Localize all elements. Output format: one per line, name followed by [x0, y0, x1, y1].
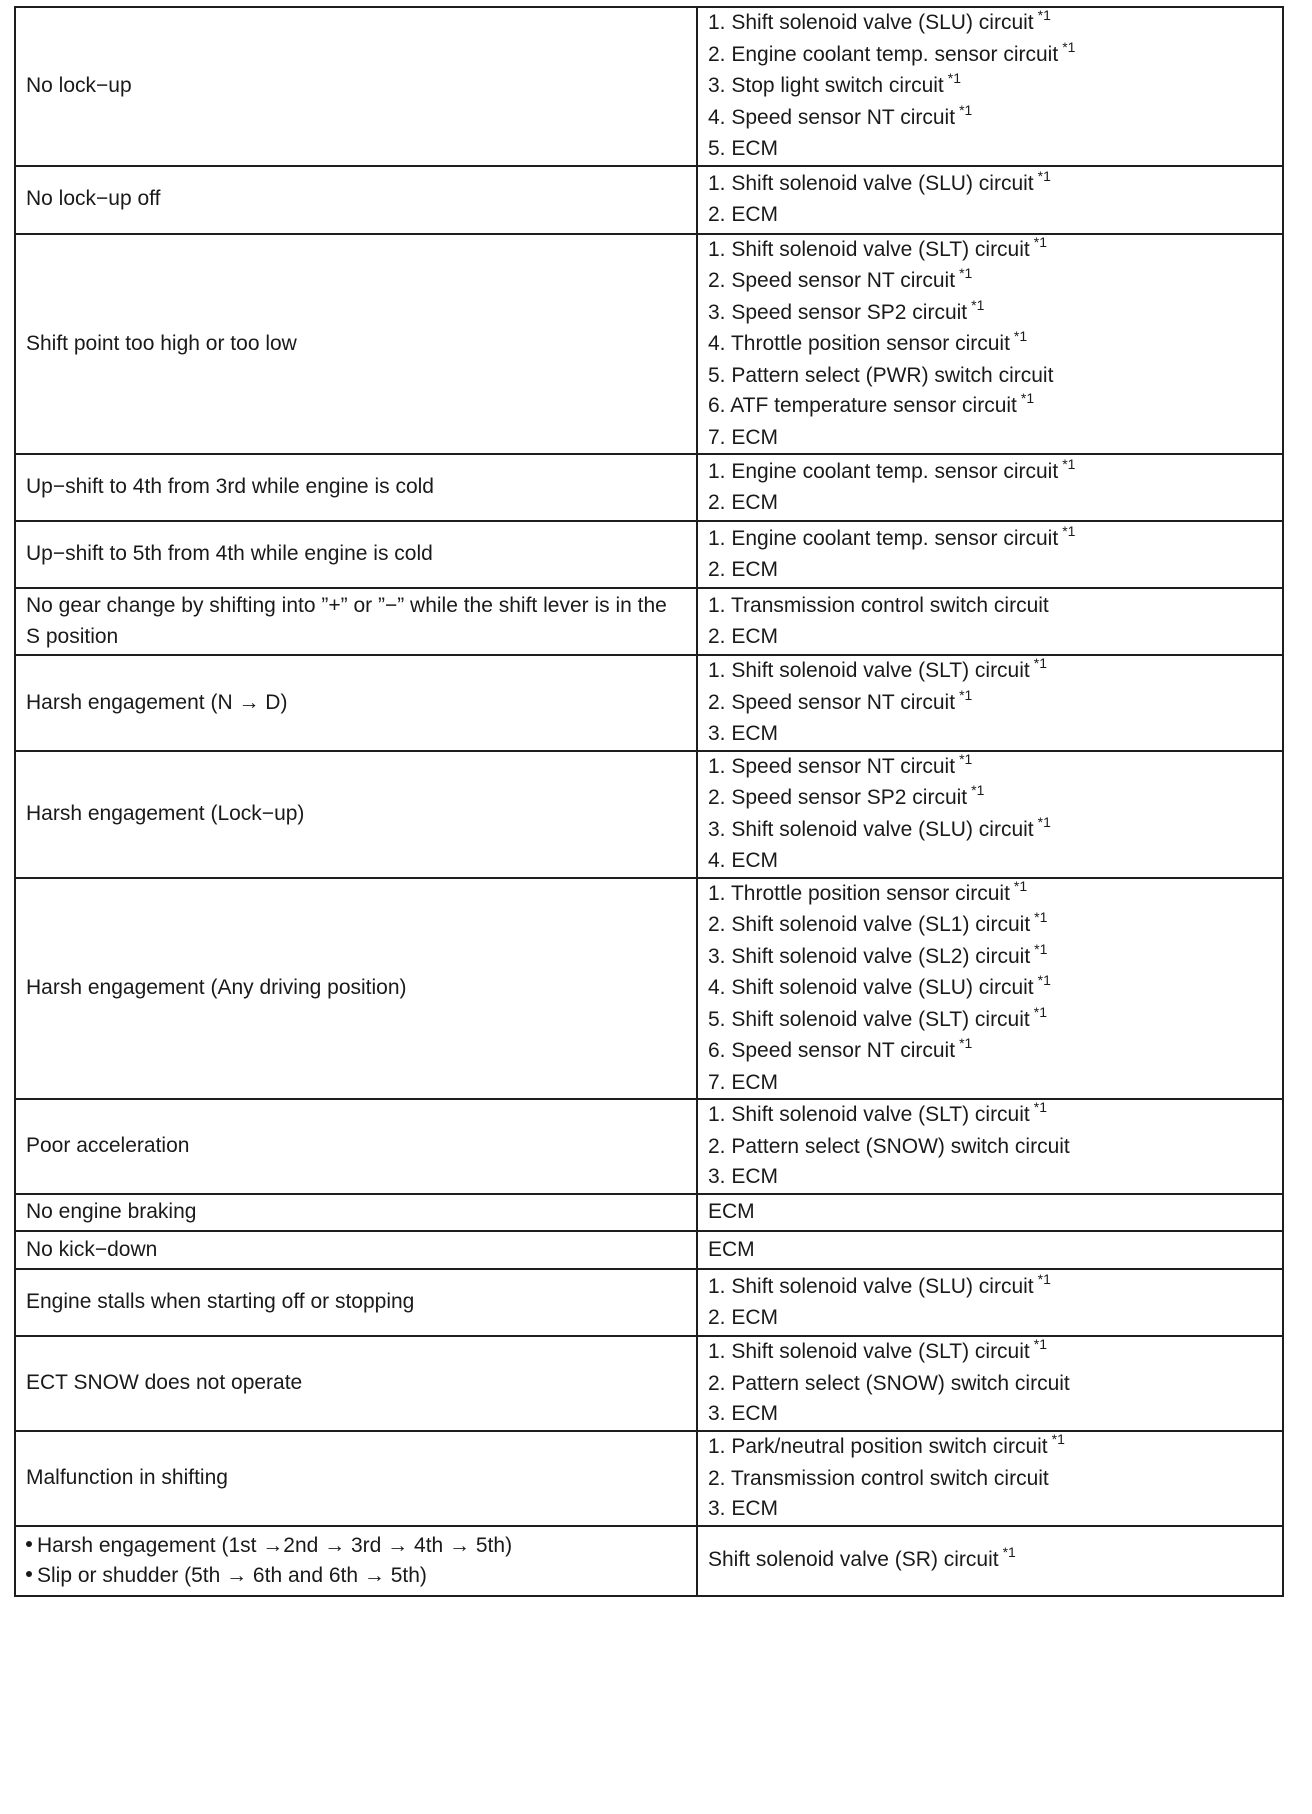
- table-row: [15, 588, 1283, 655]
- part-text: 2. ECM: [708, 558, 779, 581]
- part-line: [708, 1494, 1272, 1525]
- symptom-text: ECT SNOW does not operate: [26, 1371, 303, 1395]
- footnote-marker: *1: [1062, 522, 1076, 539]
- part-text: 4. Speed sensor NT circuit: [708, 105, 956, 129]
- symptom-cell: [15, 234, 697, 455]
- part-text: 3. Shift solenoid valve (SL2) circuit: [708, 944, 1031, 968]
- bullet-item: [26, 1561, 686, 1592]
- suspected-area-cell: [697, 878, 1283, 1100]
- suspected-area-cell: [697, 454, 1283, 521]
- footnote-marker: *1: [947, 70, 961, 86]
- footnote-marker: *1: [1037, 813, 1051, 830]
- part-text: 3. ECM: [708, 1497, 779, 1521]
- footnote-marker: *1: [1051, 1431, 1065, 1448]
- part-line: [708, 1036, 1272, 1068]
- footnote-marker: *1: [959, 265, 973, 281]
- suspected-area-cell: [697, 751, 1283, 878]
- part-text: 1. Shift solenoid valve (SLT) circuit: [708, 659, 1030, 682]
- symptom-cell: [15, 1231, 697, 1269]
- part-line: [708, 1068, 1272, 1099]
- footnote-marker: *1: [1033, 1336, 1047, 1353]
- table-row: [15, 655, 1283, 751]
- part-line: [708, 1162, 1272, 1193]
- part-line: [708, 555, 1272, 586]
- part-line: [708, 1235, 1272, 1266]
- part-line: [708, 266, 1272, 298]
- symptom-cell: [15, 878, 697, 1100]
- part-text: 2. ECM: [708, 203, 779, 226]
- symptom-text: Slip or shudder (5th → 6th and 6th → 5th): [37, 1564, 427, 1587]
- part-text: 1. Transmission control switch circuit: [708, 594, 1049, 617]
- part-text: 5. ECM: [708, 137, 779, 160]
- part-line: [708, 1100, 1272, 1132]
- table-row: [15, 454, 1283, 521]
- suspected-area-cell: [697, 1231, 1283, 1269]
- symptom-cell: [15, 655, 697, 751]
- part-text: Shift solenoid valve (SR) circuit: [708, 1548, 999, 1572]
- table-body: [15, 7, 1283, 1596]
- part-line: [708, 688, 1272, 720]
- part-line: [708, 71, 1272, 103]
- symptom-text: Malfunction in shifting: [26, 1466, 228, 1490]
- symptom-text: No engine braking: [26, 1200, 197, 1224]
- part-text: 2. Shift solenoid valve (SL1) circuit: [708, 913, 1031, 936]
- symptom-text: No lock−up: [26, 74, 132, 97]
- part-line: [708, 973, 1272, 1005]
- symptom-cell: [15, 1269, 697, 1336]
- suspected-area-cell: [697, 1099, 1283, 1194]
- part-line: [708, 329, 1272, 361]
- part-line: [708, 942, 1272, 974]
- part-line: [708, 169, 1272, 201]
- table-row: [15, 1194, 1283, 1231]
- part-line: [708, 1464, 1272, 1495]
- part-line: [708, 1337, 1272, 1369]
- footnote-marker: *1: [1013, 877, 1028, 894]
- footnote-marker: *1: [1037, 167, 1051, 184]
- symptom-text: Harsh engagement (Any driving position): [26, 976, 407, 999]
- part-text: 5. Pattern select (PWR) switch circuit: [708, 363, 1054, 387]
- footnote-marker: *1: [959, 750, 973, 767]
- part-line: [708, 1005, 1272, 1037]
- part-line: [708, 298, 1272, 330]
- table-row: [15, 166, 1283, 234]
- table-row: [15, 521, 1283, 588]
- footnote-marker: *1: [1033, 233, 1047, 250]
- part-line: [708, 783, 1272, 815]
- part-text: 3. Stop light switch circuit: [708, 74, 944, 97]
- bullet-item: [26, 1531, 686, 1562]
- table-row: [15, 1336, 1283, 1431]
- symptom-cell: [15, 1526, 697, 1596]
- table-row: [15, 1526, 1283, 1596]
- table-row: [15, 1099, 1283, 1194]
- symptom-text: Harsh engagement (N → D): [26, 690, 288, 714]
- part-text: 1. Shift solenoid valve (SLT) circuit: [708, 1340, 1030, 1364]
- suspected-area-cell: [697, 1194, 1283, 1231]
- footnote-marker: *1: [1020, 390, 1035, 406]
- bullet-icon: [26, 1571, 32, 1577]
- table-row: [15, 751, 1283, 878]
- part-text: 1. Speed sensor NT circuit: [708, 754, 956, 778]
- symptom-text: Up−shift to 5th from 4th while engine is cold: [26, 542, 433, 566]
- symptom-text: Harsh engagement (1st →2nd → 3rd → 4th → 5th): [37, 1533, 513, 1557]
- suspected-area-cell: [697, 521, 1283, 588]
- part-text: 6. ATF temperature sensor circuit: [708, 394, 1017, 417]
- document-page: [14, 6, 1284, 1597]
- part-line: [708, 1303, 1272, 1334]
- part-text: ECM: [708, 1200, 755, 1224]
- part-line: [708, 457, 1272, 489]
- part-line: [708, 1545, 1272, 1577]
- part-text: 2. Pattern select (SNOW) switch circuit: [708, 1371, 1070, 1395]
- part-line: [708, 622, 1272, 653]
- part-text: 3. ECM: [708, 1165, 779, 1189]
- part-line: [708, 423, 1272, 454]
- suspected-area-cell: [697, 7, 1283, 166]
- suspected-area-cell: [697, 655, 1283, 751]
- part-line: [708, 361, 1272, 392]
- symptom-cell: [15, 1431, 697, 1526]
- part-line: [708, 910, 1272, 942]
- part-line: [708, 524, 1272, 556]
- part-text: 2. Speed sensor NT circuit: [708, 690, 956, 714]
- footnote-marker: *1: [1013, 328, 1028, 344]
- part-line: [708, 656, 1272, 688]
- part-line: [708, 134, 1272, 165]
- part-line: [708, 591, 1272, 622]
- symptom-text: Poor acceleration: [26, 1134, 190, 1158]
- symptom-text: No kick−down: [26, 1237, 158, 1261]
- table-row: [15, 234, 1283, 455]
- symptom-cell: [15, 454, 697, 521]
- suspected-area-cell: [697, 166, 1283, 234]
- part-text: 4. ECM: [708, 849, 779, 872]
- part-line: [708, 879, 1272, 911]
- footnote-marker: *1: [971, 782, 985, 798]
- part-text: 2. Engine coolant temp. sensor circuit: [708, 42, 1059, 66]
- part-line: [708, 1432, 1272, 1464]
- problem-symptoms-table: [14, 6, 1284, 1597]
- footnote-marker: *1: [1033, 1003, 1047, 1020]
- part-line: [708, 815, 1272, 847]
- symptom-text: Shift point too high or too low: [26, 331, 297, 355]
- table-row: [15, 1231, 1283, 1269]
- table-row: [15, 1269, 1283, 1336]
- part-text: 3. ECM: [708, 1402, 779, 1426]
- footnote-marker: *1: [1034, 940, 1048, 957]
- part-text: 1. Park/neutral position switch circuit: [708, 1435, 1048, 1459]
- part-text: 2. Speed sensor SP2 circuit: [708, 786, 968, 809]
- part-text: 1. Throttle position sensor circuit: [708, 881, 1010, 905]
- footnote-marker: *1: [1062, 455, 1076, 472]
- part-line: [708, 103, 1272, 135]
- part-text: 2. ECM: [708, 491, 779, 514]
- part-text: 1. Shift solenoid valve (SLU) circuit: [708, 171, 1034, 195]
- part-text: 4. Throttle position sensor circuit: [708, 332, 1010, 355]
- table-row: [15, 7, 1283, 166]
- part-text: 7. ECM: [708, 1070, 779, 1094]
- part-line: [708, 846, 1272, 877]
- part-line: [708, 719, 1272, 750]
- part-text: 2. Speed sensor NT circuit: [708, 269, 956, 292]
- symptom-cell: [15, 588, 697, 655]
- suspected-area-cell: [697, 1269, 1283, 1336]
- part-text: 1. Engine coolant temp. sensor circuit: [708, 526, 1059, 550]
- part-text: 4. Shift solenoid valve (SLU) circuit: [708, 976, 1034, 999]
- part-line: [708, 1369, 1272, 1400]
- part-text: 7. ECM: [708, 425, 779, 449]
- part-text: 3. Speed sensor SP2 circuit: [708, 300, 968, 324]
- footnote-marker: *1: [1002, 1544, 1016, 1561]
- part-line: [708, 8, 1272, 40]
- footnote-marker: *1: [1033, 655, 1047, 671]
- part-text: 2. Pattern select (SNOW) switch circuit: [708, 1134, 1070, 1158]
- table-row: [15, 878, 1283, 1100]
- symptom-text: Harsh engagement (Lock−up): [26, 801, 305, 825]
- part-text: 2. ECM: [708, 1306, 779, 1329]
- symptom-cell: [15, 521, 697, 588]
- part-text: ECM: [708, 1237, 755, 1261]
- part-line: [708, 235, 1272, 267]
- symptom-text: Engine stalls when starting off or stopping: [26, 1290, 415, 1314]
- suspected-area-cell: [697, 1336, 1283, 1431]
- symptom-text: No lock−up off: [26, 187, 161, 211]
- footnote-marker: *1: [959, 686, 973, 703]
- footnote-marker: *1: [1037, 972, 1051, 988]
- part-line: [708, 488, 1272, 519]
- symptom-cell: [15, 166, 697, 234]
- part-line: [708, 1272, 1272, 1304]
- part-line: [708, 200, 1272, 231]
- footnote-marker: *1: [1062, 38, 1076, 55]
- part-line: [708, 1399, 1272, 1430]
- part-text: 1. Shift solenoid valve (SLU) circuit: [708, 1274, 1034, 1298]
- footnote-marker: *1: [1033, 1099, 1047, 1116]
- part-text: 1. Engine coolant temp. sensor circuit: [708, 459, 1059, 483]
- symptom-text: No gear change by shifting into ”+” or ”−” while the shift lever is in the S position: [26, 594, 667, 648]
- footnote-marker: *1: [959, 101, 973, 118]
- bullet-icon: [26, 1541, 32, 1547]
- symptom-cell: [15, 1099, 697, 1194]
- part-line: [708, 1132, 1272, 1163]
- part-text: 1. Shift solenoid valve (SLT) circuit: [708, 1103, 1030, 1127]
- suspected-area-cell: [697, 1431, 1283, 1526]
- footnote-marker: *1: [1037, 7, 1051, 23]
- suspected-area-cell: [697, 234, 1283, 455]
- footnote-marker: *1: [959, 1035, 973, 1051]
- footnote-marker: *1: [971, 296, 985, 313]
- part-text: 2. ECM: [708, 624, 779, 648]
- suspected-area-cell: [697, 588, 1283, 655]
- part-line: [708, 391, 1272, 423]
- part-text: 2. Transmission control switch circuit: [708, 1466, 1049, 1490]
- symptom-cell: [15, 1194, 697, 1231]
- part-text: 5. Shift solenoid valve (SLT) circuit: [708, 1007, 1030, 1031]
- part-text: 3. Shift solenoid valve (SLU) circuit: [708, 817, 1034, 841]
- suspected-area-cell: [697, 1526, 1283, 1596]
- part-text: 1. Shift solenoid valve (SLT) circuit: [708, 237, 1030, 261]
- part-text: 6. Speed sensor NT circuit: [708, 1039, 956, 1062]
- footnote-marker: *1: [1037, 1270, 1051, 1287]
- part-line: [708, 1197, 1272, 1228]
- symptom-cell: [15, 1336, 697, 1431]
- part-line: [708, 752, 1272, 784]
- symptom-text: Up−shift to 4th from 3rd while engine is cold: [26, 475, 434, 499]
- footnote-marker: *1: [1034, 909, 1048, 925]
- symptom-cell: [15, 7, 697, 166]
- table-row: [15, 1431, 1283, 1526]
- part-line: [708, 40, 1272, 72]
- symptom-cell: [15, 751, 697, 878]
- part-text: 1. Shift solenoid valve (SLU) circuit: [708, 11, 1034, 34]
- part-text: 3. ECM: [708, 722, 779, 745]
